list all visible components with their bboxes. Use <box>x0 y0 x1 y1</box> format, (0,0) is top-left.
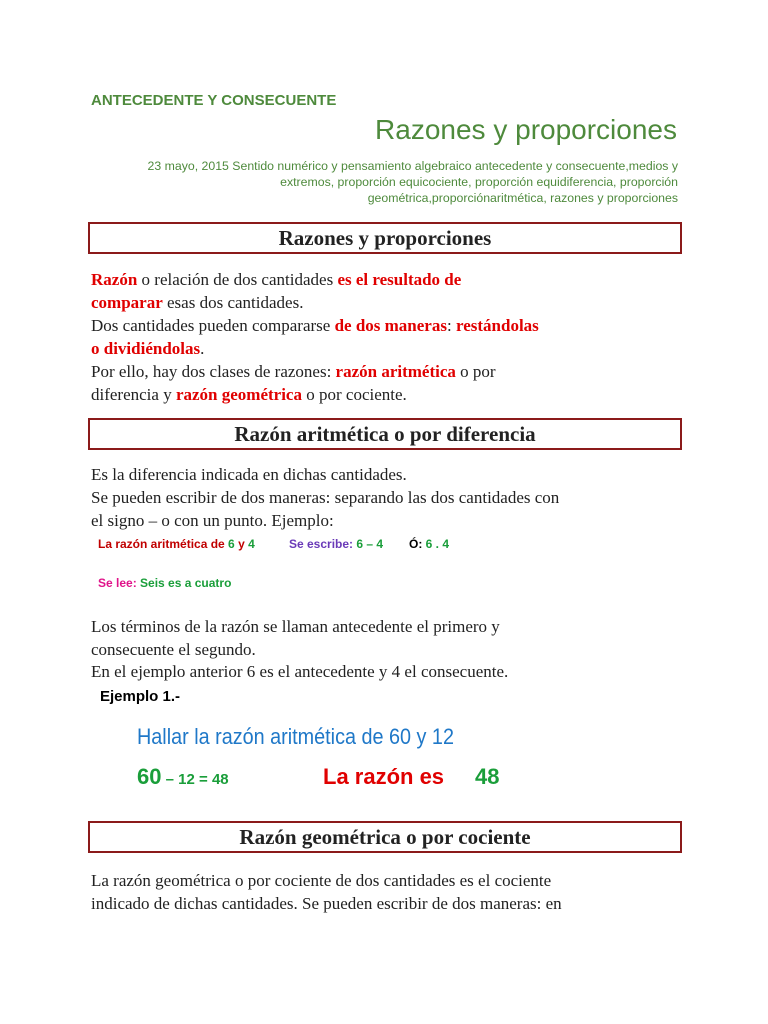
category-label[interactable]: ANTECEDENTE Y CONSECUENTE <box>91 92 337 109</box>
text: Seis es a cuatro <box>140 576 232 590</box>
s2-line-6: En el ejemplo anterior 6 es el antecedente y 4 el consecuente. <box>91 662 509 682</box>
highlight: razón geométrica <box>175 385 302 404</box>
s2-line-1: Es la diferencia indicada en dichas cantidades. <box>91 465 407 484</box>
example-result-label: La razón es <box>323 764 445 789</box>
example-read <box>98 576 231 590</box>
example-written <box>289 537 383 551</box>
highlight: de dos maneras <box>334 316 447 335</box>
highlight: comparar <box>91 293 163 312</box>
s1-line-3 <box>91 314 691 337</box>
highlight: razón aritmética <box>335 362 456 381</box>
meta-line-1: 23 mayo, 2015 Sentido numérico y pensamiento algebraico antecedente y consecuente,medios y <box>147 159 678 173</box>
meta-line-2: extremos, proporción equicociente, proporción equidiferencia, proporción <box>280 175 678 189</box>
text: La razón aritmética de <box>98 537 229 551</box>
post-meta <box>90 158 678 206</box>
example-label: Ejemplo 1.- <box>100 688 181 705</box>
s1-line-6 <box>91 383 691 406</box>
text: Se lee: <box>98 576 141 590</box>
text: o relación de dos cantidades <box>137 270 338 289</box>
text: Se escribe: <box>289 537 357 551</box>
highlight: es el resultado de <box>337 270 462 289</box>
s3-line-1: La razón geométrica o por cociente de dos cantidades es el cociente <box>91 871 552 890</box>
number: 4 <box>248 537 255 551</box>
s1-line-1 <box>91 268 691 291</box>
section2-body <box>91 463 691 532</box>
text: o por <box>455 362 496 381</box>
number: 6 . 4 <box>425 537 450 551</box>
s2-line-4: Los términos de la razón se llaman antecedente el primero y <box>91 617 500 636</box>
text: esas dos cantidades. <box>162 293 304 312</box>
example-result-value: 48 <box>475 764 500 789</box>
section1-body <box>91 268 691 406</box>
highlight: restándolas <box>455 316 539 335</box>
s2-line-2: Se pueden escribir de dos maneras: separando las dos cantidades con <box>91 488 560 507</box>
operation: – 12 = 48 <box>161 771 229 788</box>
section-heading-aritmetica: Razón aritmética o por diferencia <box>88 418 682 450</box>
example-notation <box>98 537 255 551</box>
example-question: Hallar la razón aritmética de 60 y 12 <box>137 724 454 749</box>
text: o por cociente. <box>301 385 407 404</box>
meta-line-3: geométrica,proporciónaritmética, razones y proporciones <box>367 191 678 205</box>
text: diferencia y <box>91 385 176 404</box>
s1-line-4 <box>91 337 691 360</box>
text: . <box>200 339 205 358</box>
number: 60 <box>137 764 162 789</box>
number: 6 <box>228 537 235 551</box>
section3-body <box>91 869 691 915</box>
text: Dos cantidades pueden compararse <box>91 316 335 335</box>
section2-body-2 <box>91 616 691 684</box>
text: y <box>234 537 249 551</box>
s1-line-2 <box>91 291 691 314</box>
section-heading-razones: Razones y proporciones <box>88 222 682 254</box>
s2-line-5: consecuente el segundo. <box>91 639 256 659</box>
term-razon: Razón <box>91 270 138 289</box>
s3-line-2: indicado de dichas cantidades. Se pueden escribir de dos maneras: en <box>91 894 562 913</box>
number: 6 – 4 <box>356 537 384 551</box>
s2-line-3: el signo – o con un punto. Ejemplo: <box>91 511 334 530</box>
section-heading-geometrica: Razón geométrica o por cociente <box>88 821 682 853</box>
text: Por ello, hay dos clases de razones: <box>91 362 336 381</box>
text: : <box>446 316 456 335</box>
text: Ó: <box>409 537 426 551</box>
example-answer <box>137 764 229 790</box>
highlight: o dividiéndolas <box>91 339 201 358</box>
s1-line-5 <box>91 360 691 383</box>
page-title: Razones y proporciones <box>375 114 677 145</box>
example-alt <box>409 537 449 551</box>
